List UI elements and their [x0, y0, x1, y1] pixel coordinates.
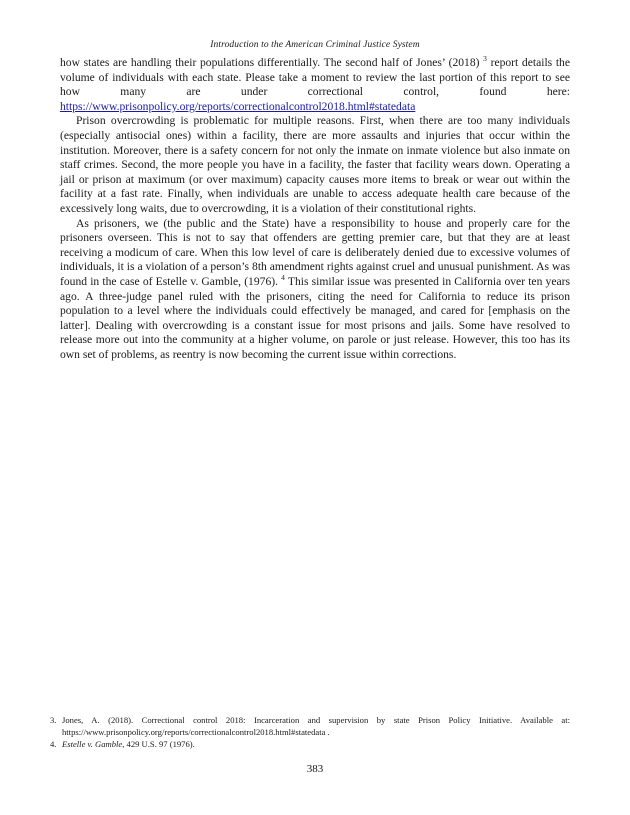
- paragraph-1-text-cont: report details the volume of individuals with each state. Please take a moment to review the last portion of this report to see how many are under correctional control, found here:: [60, 56, 571, 99]
- paragraph-1: [60, 56, 570, 114]
- paragraph-2: Prison overcrowding is problematic for multiple reasons. First, when there are too many individuals (especially antisocial ones) within a facility, there are more assaults and injuries that occur within the institution. Moreover, there is a safety concern for not only the inmate on inmate violence but also inmate on staff crimes. Second, the more people you have in a facility, the faster that facility wears down. Operating a jail or prison at maximum (or over maximum) capacity causes more items to break or wear out within the facility at a fast rate. Finally, when individuals are unable to access adequate health care because of the excessively long waits, due to overcrowding, it is a violation of their constitutional rights.: [60, 114, 570, 215]
- footnote-number: 3.: [50, 715, 57, 725]
- page-number: 383: [306, 763, 324, 775]
- footnote-text: Jones, A. (2018). Correctional control 2018: Incarceration and supervision by state Prison Policy Initiative. Available at: https://www.prisonpolicy.org/reports/correctionalcontrol2018.html#statedata .: [62, 715, 570, 737]
- paragraph-3-text: As prisoners, we (the public and the State) have a responsibility to house and properly care for the prisoners overseen. This is not to say that offenders are getting premier care, but that they are at least receiving a modicum of care. When this low level of care is deliberately denied due to excessive volumes of individuals, it is a violation of a person’s 8th amendment rights against cruel and unusual punishment. As was found in the case of Estelle v. Gamble, (1976).: [60, 216, 570, 288]
- footnote-3: [50, 714, 570, 738]
- footnote-number: 4.: [50, 739, 57, 749]
- running-header: Introduction to the American Criminal Justice System: [210, 40, 420, 50]
- footnotes: [50, 714, 570, 750]
- paragraph-1-text: how states are handling their populations differentially. The second half of Jones’ (2018): [60, 56, 484, 69]
- paragraph-3-text-cont: This similar issue was presented in California over ten years ago. A three-judge panel ruled with the prisoners, citing the need for California to reduce its prison population to a level where the individuals could effectively be managed, and cared for [emphasis on the latter]. Dealing with overcrowding is a constant issue for most prisons and jails. Some have resolved to release more out into the community at a higher volume, on parole or just release. However, this too has its own set of problems, as reentry is now becoming the current issue within corrections.: [60, 274, 570, 361]
- case-citation: , 429 U.S. 97 (1976).: [122, 739, 195, 749]
- footnote-4: [50, 738, 570, 750]
- footnote-ref-3[interactable]: 3: [483, 54, 487, 63]
- state-data-link[interactable]: https://www.prisonpolicy.org/reports/correctionalcontrol2018.html#statedata: [60, 99, 416, 113]
- paragraph-3: [60, 217, 570, 363]
- footnote-text: [62, 738, 570, 750]
- footnote-ref-4[interactable]: 4: [281, 272, 285, 282]
- case-name: Estelle v. Gamble: [62, 739, 123, 749]
- body-text: [60, 56, 570, 362]
